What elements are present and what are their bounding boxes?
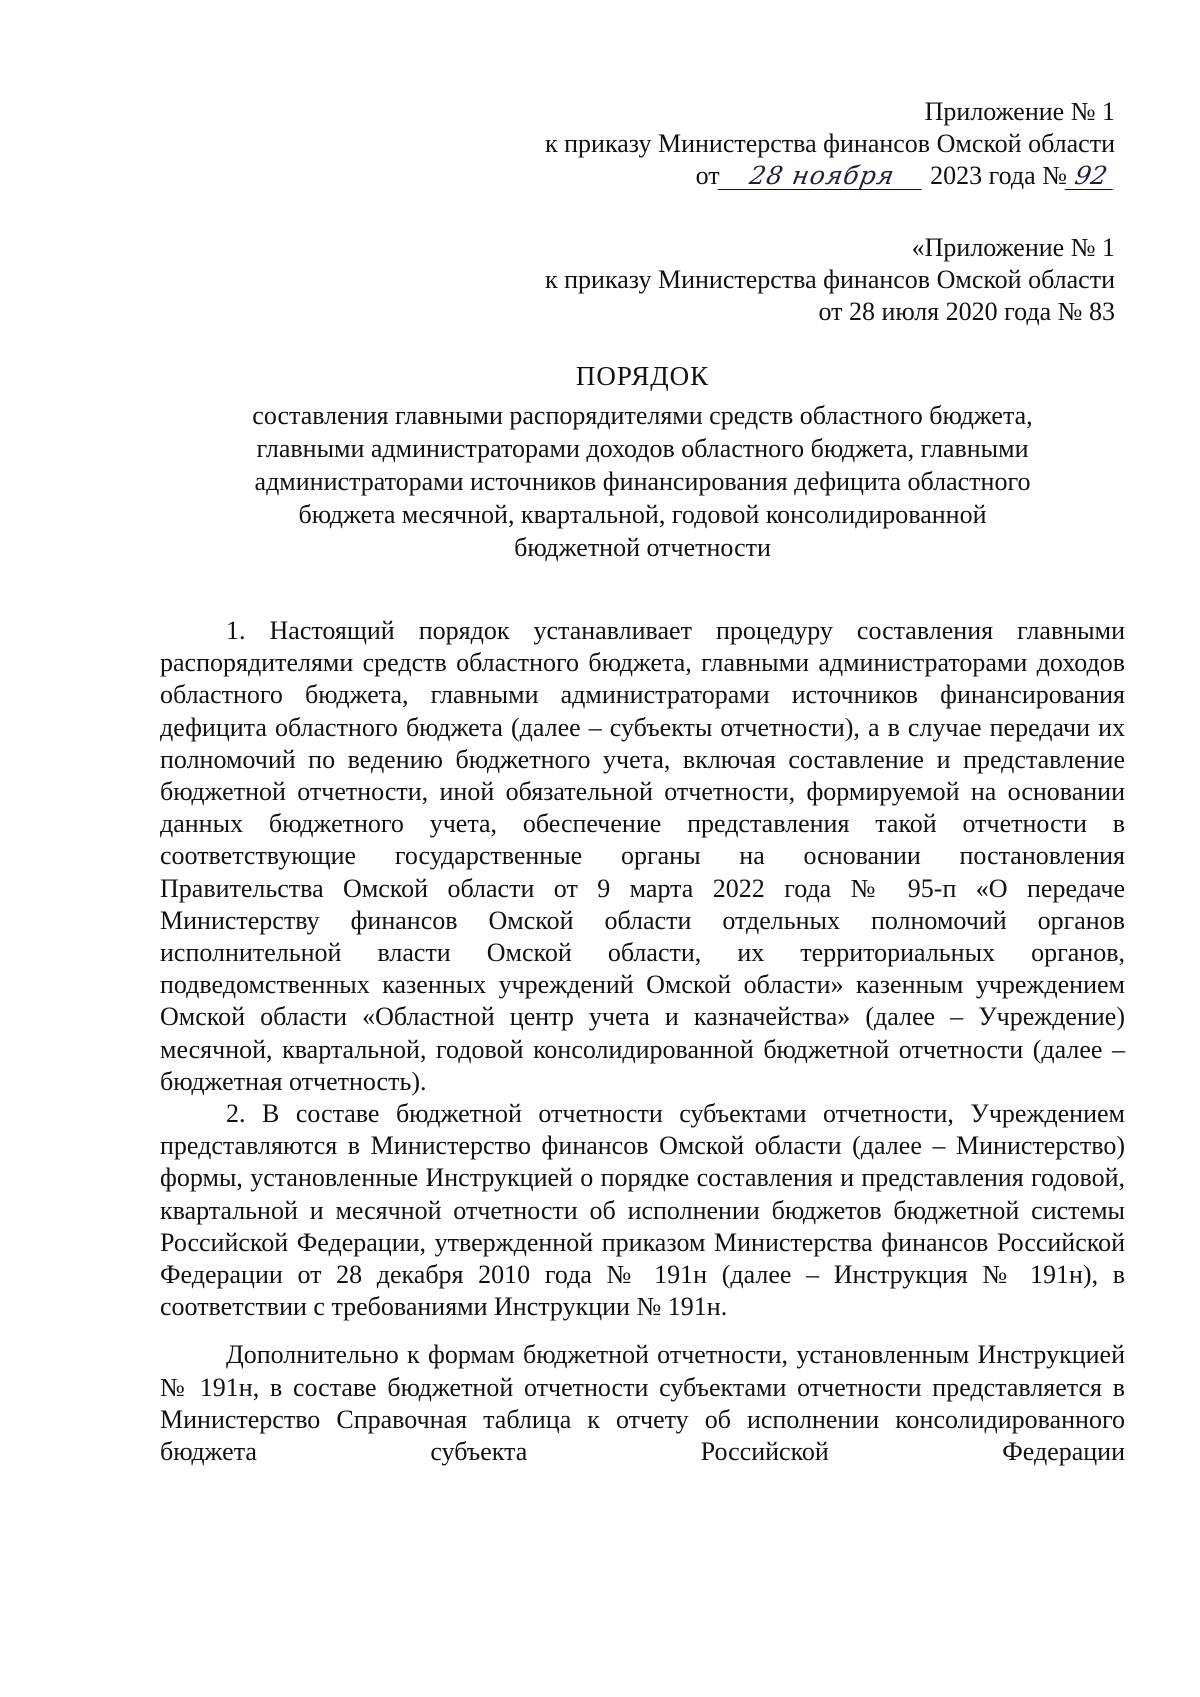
document-body xyxy=(160,615,1125,1468)
title-line: составления главными распорядителями средств областного бюджета, xyxy=(252,401,1033,430)
appendix-title: Приложение № 1 xyxy=(924,97,1115,126)
previous-appendix-title: «Приложение № 1 xyxy=(911,233,1115,262)
title-line: администраторами источников финансирования дефицита областного xyxy=(254,467,1031,496)
handwritten-date: 28 ноября xyxy=(717,163,926,190)
paragraph-3: Дополнительно к формам бюджетной отчетности, установленным Инструкцией № 191н, в составе бюджетной отчетности субъектами отчетности представляется в Министерство Справочная таблица к отчету об исполнении консолидированного бюджета субъекта Российской Федерации xyxy=(160,1340,1125,1467)
document-title xyxy=(160,360,1125,564)
title-line: бюджета месячной, квартальной, годовой консолидированной xyxy=(298,500,987,529)
appendix-header xyxy=(545,96,1115,192)
previous-appendix-header xyxy=(545,232,1115,328)
paragraph-1: 1. Настоящий порядок устанавливает процедуру составления главными распорядителями средств областного бюджета, главными администраторами доходов областного бюджета, главными администраторами источников финансирования дефицита областного бюджета (далее – субъекты отчетности), а в случае передачи их полномочий по ведению бюджетного учета, включая составление и представление бюджетной отчетности, иной обязательной отчетности, формируемой на основании данных бюджетного учета, обеспечение представления такой отчетности в соответствующие государственные органы на основании постановления Правительства Омской области от 9 марта 2022 года № 95-п «О передаче Министерству финансов Омской области отдельных полномочий органов исполнительной власти Омской области, их территориальных органов, подведомственных казенных учреждений Омской области» казенным учреждением Омской области «Областной центр учета и казначейства» (далее – Учреждение) месячной, квартальной, годовой консолидированной бюджетной отчетности (далее – бюджетная отчетность). xyxy=(160,616,1125,1096)
year-text: 2023 года № xyxy=(930,161,1067,190)
title-heading: ПОРЯДОК xyxy=(575,361,710,391)
paragraph-2: 2. В составе бюджетной отчетности субъектами отчетности, Учреждением представляются в Министерство финансов Омской области (далее – Министерство) формы, установленные Инструкцией о порядке составления и представления годовой, квартальной и месячной отчетности об исполнении бюджетов бюджетной системы Российской Федерации, утвержденной приказом Министерства финансов Российской Федерации от 28 декабря 2010 года № 191н (далее – Инструкция № 191н), в соответствии с требованиями Инструкции № 191н. xyxy=(160,1099,1125,1322)
appendix-order-reference: к приказу Министерства финансов Омской области xyxy=(545,129,1115,158)
previous-appendix-date: от 28 июля 2020 года № 83 xyxy=(818,297,1115,326)
previous-appendix-order-reference: к приказу Министерства финансов Омской области xyxy=(545,265,1115,294)
date-prefix: от xyxy=(695,161,720,190)
title-line: главными администраторами доходов областного бюджета, главными xyxy=(256,434,1029,463)
appendix-date-line xyxy=(545,160,1115,192)
handwritten-number: 92 xyxy=(1065,163,1118,190)
title-line: бюджетной отчетности xyxy=(514,533,771,562)
